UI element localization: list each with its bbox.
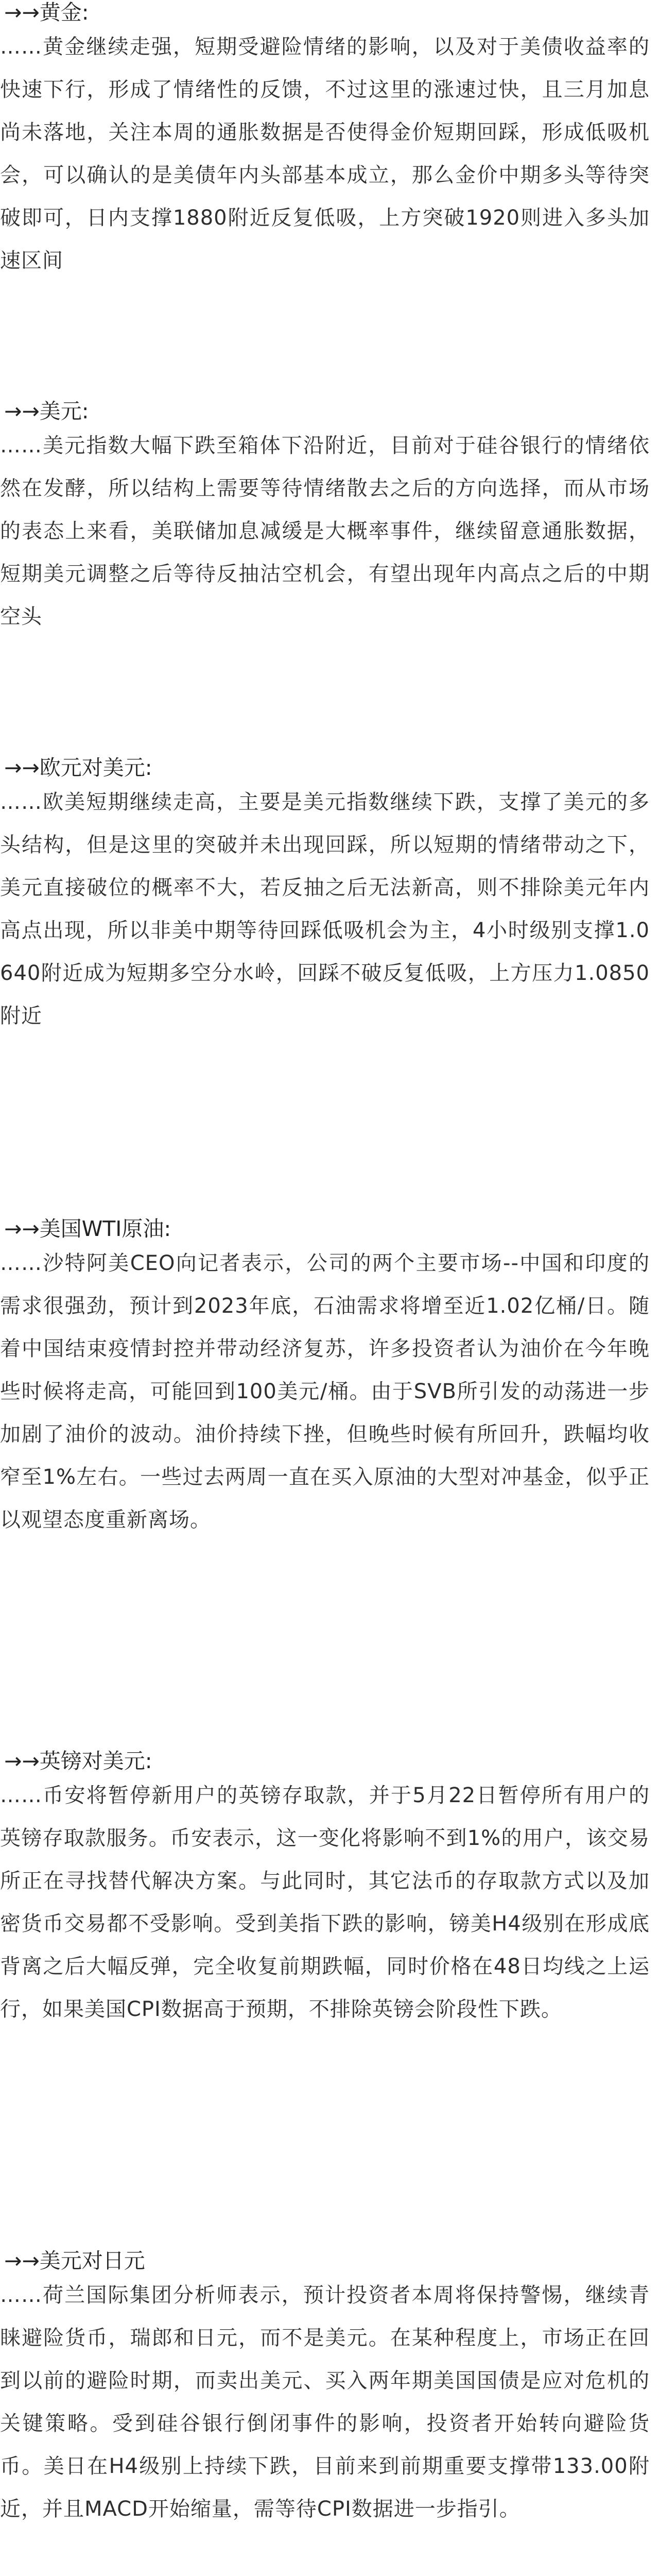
section-body: ……黄金继续走强，短期受避险情绪的影响，以及对于美债收益率的快速下行，形成了情绪性的反馈，不过这里的涨速过快，且三月加息尚未落地，关注本周的通胀数据是否使得金价短期回踩，形成低吸机会，可以确认的是美债年内头部基本成立，那么金价中期多头等待突破即可，日内支撑1880附近反复低吸，上方突破1920则进入多头加速区间 [0,35,650,273]
section-heading: →→英镑对美元: [4,1749,152,1773]
section-body: ……荷兰国际集团分析师表示，预计投资者本周将保持警惕，继续青睐避险货币，瑞郎和日元，而不是美元。在某种程度上，市场正在回到以前的避险时期，而卖出美元、买入两年期美国国债是应对危机的关键策略。受到硅谷银行倒闭事件的影响，投资者开始转向避险货币。美日在H4级别上持续下跌，目前来到前期重要支撑带133.00附近，并且MACD开始缩量，需等待CPI数据进一步指引。 [0,2283,650,2521]
section-heading: →→美国WTI原油: [4,1216,171,1241]
section-heading: →→美元对日元 [4,2248,145,2273]
section-body: ……美元指数大幅下跌至箱体下沿附近，目前对于硅谷银行的情绪依然在发酵，所以结构上需要等待情绪散去之后的方向选择，而从市场的表态上来看，美联储加息减缓是大概率事件，继续留意通胀数据，短期美元调整之后等待反抽沽空机会，有望出现年内高点之后的中期空头 [0,434,650,629]
section-heading: →→欧元对美元: [4,755,152,780]
section-body: ……欧美短期继续走高，主要是美元指数继续下跌，支撑了美元的多头结构，但是这里的突破并未出现回踩，所以短期的情绪带动之下，美元直接破位的概率不大，若反抽之后无法新高，则不排除美元年内高点出现，所以非美中期等待回踩低吸机会为主，4小时级别支撑1.0640附近成为短期多空分水岭，回踩不破反复低吸，上方压力1.0850附近 [0,790,650,1028]
section-heading: →→黄金: [4,0,89,25]
section-heading: →→美元: [4,399,89,423]
section-body: ……沙特阿美CEO向记者表示，公司的两个主要市场--中国和印度的需求很强劲，预计到2023年底，石油需求将增至近1.02亿桶/日。随着中国结束疫情封控并带动经济复苏，许多投资者认为油价在今年晚些时候将走高，可能回到100美元/桶。由于SVB所引发的动荡进一步加剧了油价的波动。油价持续下挫，但晚些时候有所回升，跌幅均收窄至1%左右。一些过去两周一直在买入原油的大型对冲基金，似乎正以观望态度重新离场。 [0,1251,650,1532]
section-body: ……币安将暂停新用户的英镑存取款，并于5月22日暂停所有用户的英镑存取款服务。币安表示，这一变化将影响不到1%的用户，该交易所正在寻找替代解决方案。与此同时，其它法币的存取款方式以及加密货币交易都不受影响。受到美指下跌的影响，镑美H4级别在形成底背离之后大幅反弹，完全收复前期跌幅，同时价格在48日均线之上运行，如果美国CPI数据高于预期，不排除英镑会阶段性下跌。 [0,1784,650,2021]
